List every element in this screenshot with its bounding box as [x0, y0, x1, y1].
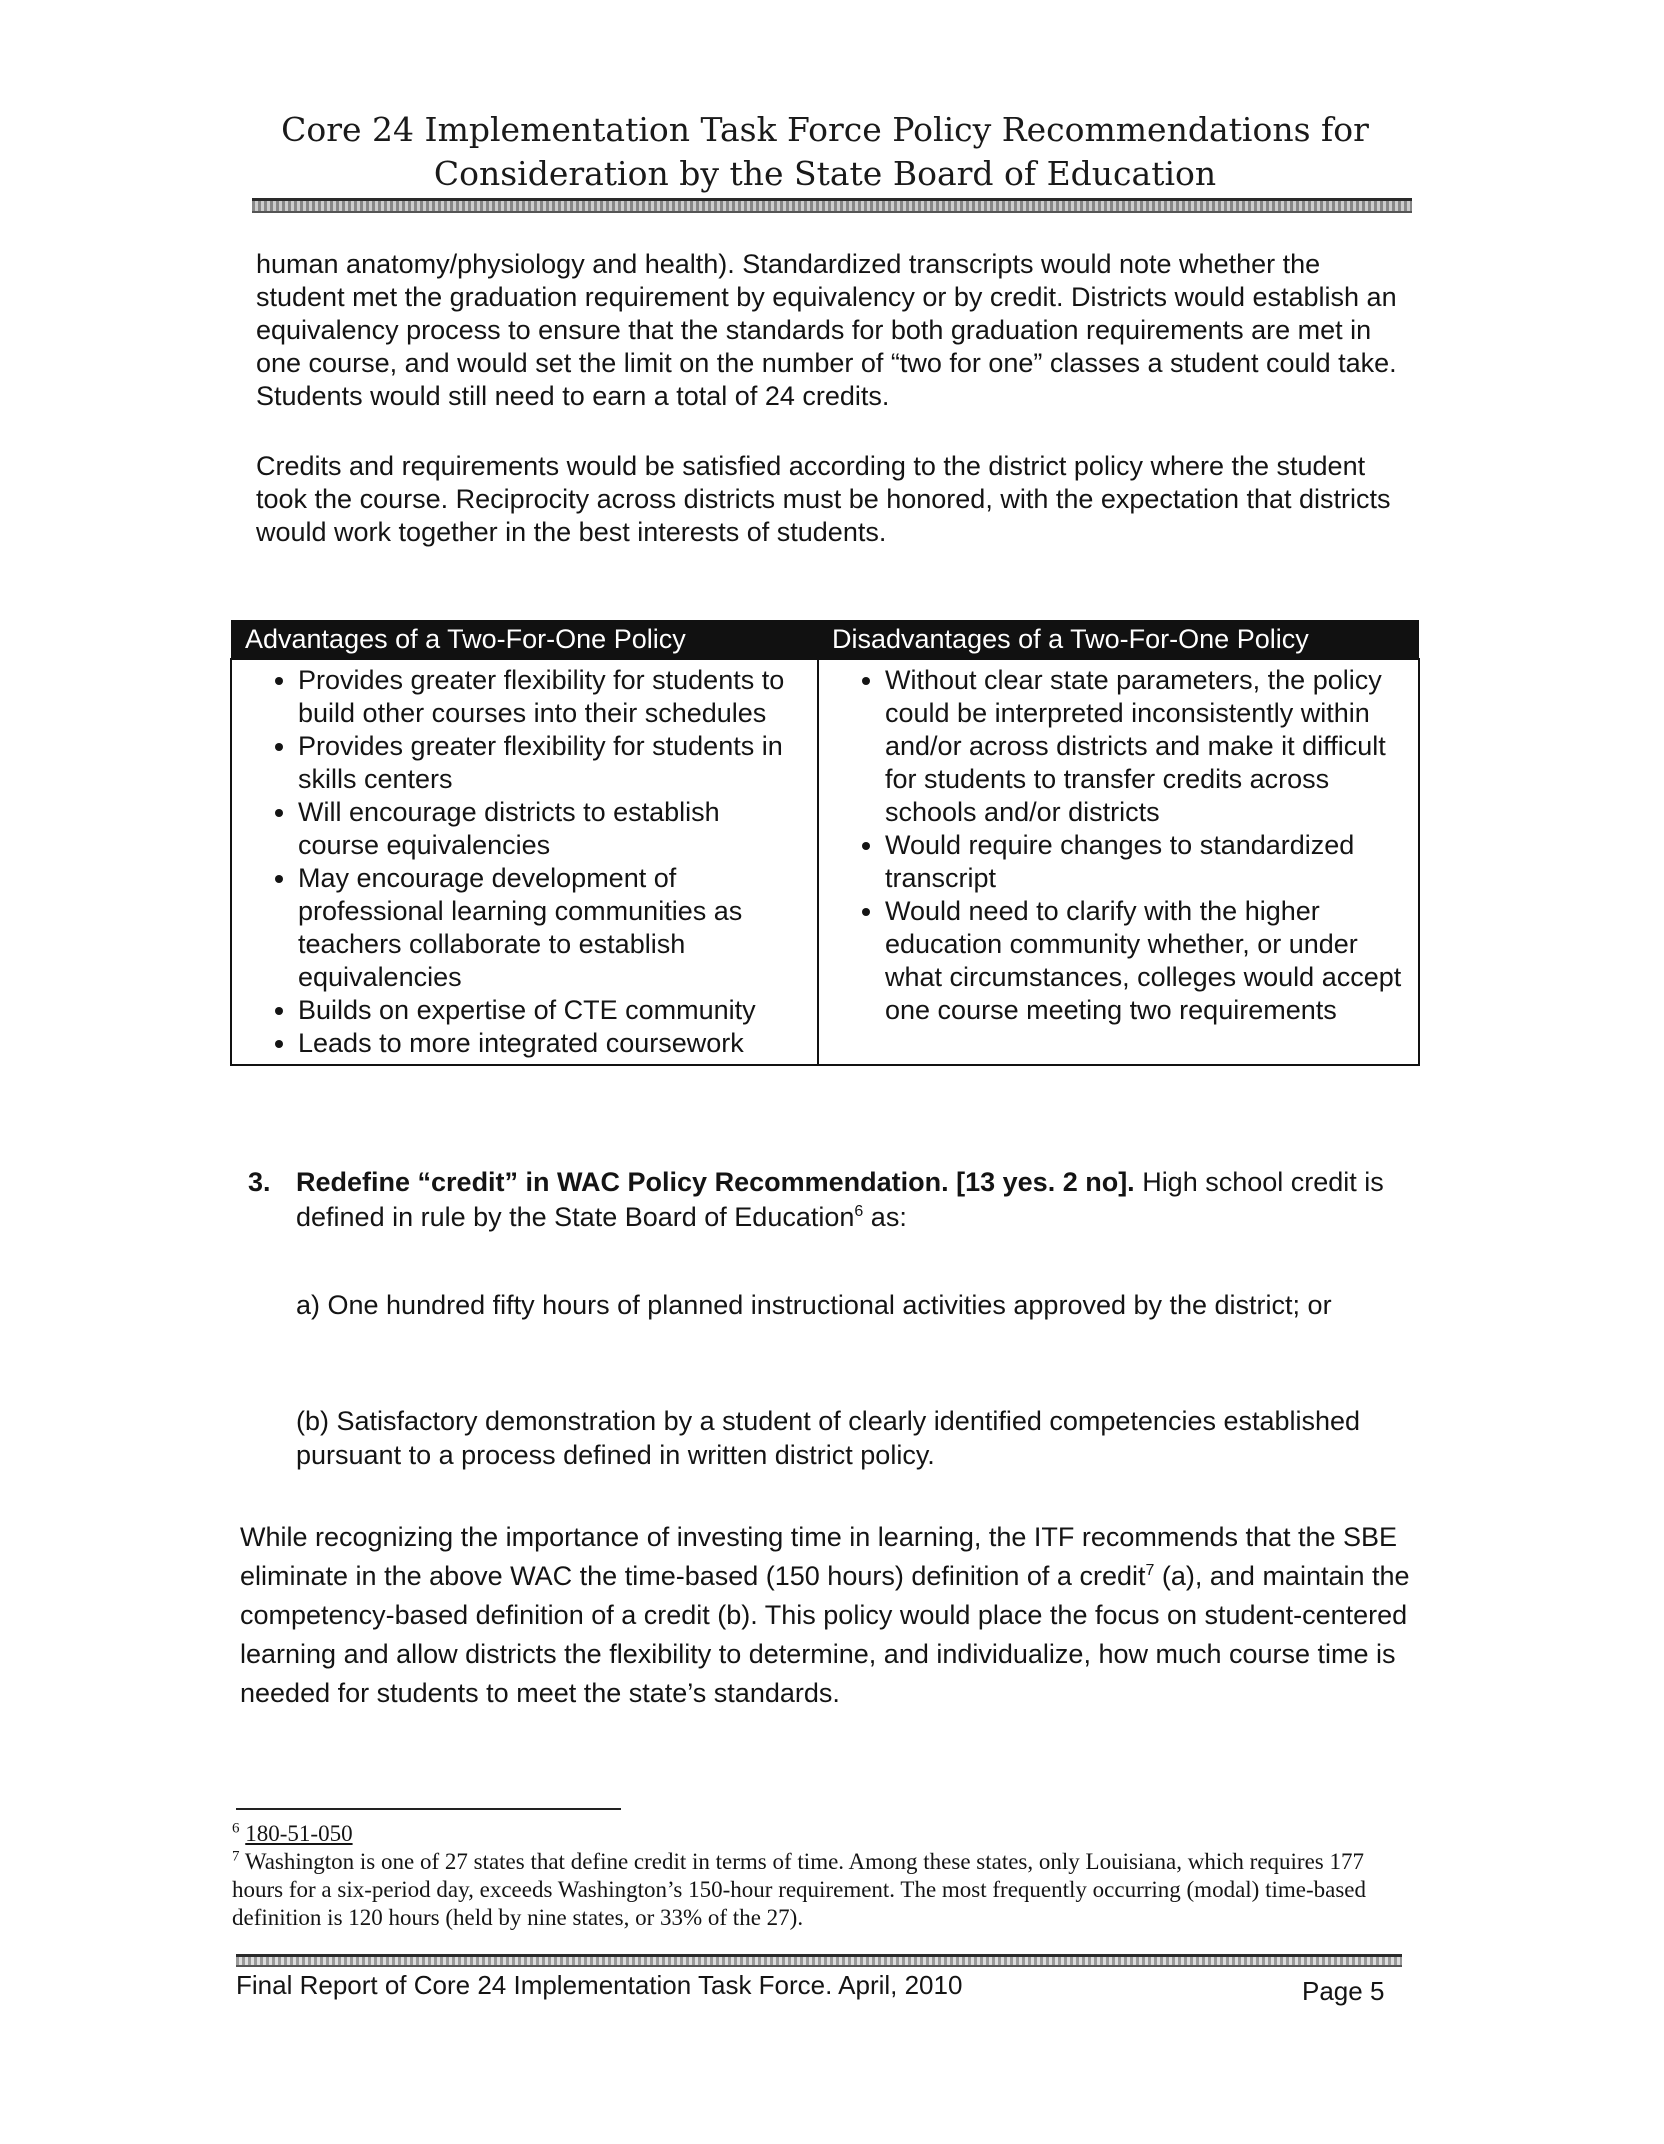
recommendation-text: High school credit is defined in rule by the State Board of Education	[296, 1167, 1384, 1232]
footnote-ref-7[interactable]: 7	[1145, 1562, 1155, 1579]
definition-item-a: a) One hundred fifty hours of planned instructional activities approved by the district; or	[296, 1290, 1332, 1320]
footnote-6-number: 6	[232, 1820, 240, 1837]
footnotes	[232, 1820, 1412, 1932]
footnote-7-number: 7	[232, 1848, 240, 1865]
paragraph-continuation: human anatomy/physiology and health). Standardized transcripts would note whether the student met the graduation requirement by equivalency or by credit. Districts would establish an equivalency process to ensure that the standards for both graduation requirements are met in one course, and would set the limit on the number of “two for one” classes a student could take. Students would still need to earn a total of 24 credits.	[256, 249, 1397, 411]
footnote-6-link[interactable]: 180-51-050	[245, 1821, 353, 1846]
disadvantages-cell	[818, 659, 1419, 1065]
definition-item-b: (b) Satisfactory demonstration by a student of clearly identified competencies established pursuant to a process defined in written district policy.	[296, 1406, 1361, 1470]
header-rule	[252, 198, 1412, 213]
list-item: • Would need to clarify with the higher education community whether, or under what circumstances, colleges would accept one course meeting two requirements	[885, 895, 1408, 1027]
recommendation-number: 3.	[248, 1167, 271, 1197]
footnote-ref-6[interactable]: 6	[854, 1203, 864, 1220]
advantages-cell	[231, 659, 818, 1065]
advantages-list	[252, 664, 807, 1060]
list-item: • Will encourage districts to establish course equivalencies	[298, 796, 807, 862]
footnote-7-text: Washington is one of 27 states that define credit in terms of time. Among these states, only Louisiana, which requires 177 hours for a six-period day, exceeds Washington’s 150-hour requirement. The most frequently occurring (modal) time-based definition is 120 hours (held by nine states, or 33% of the 27).	[232, 1849, 1366, 1930]
paragraph-reciprocity: Credits and requirements would be satisfied according to the district policy where the student took the course. Reciprocity across districts must be honored, with the expectation that districts would work together in the best interests of students.	[256, 451, 1391, 547]
recommendation-3	[248, 1165, 1398, 1235]
closing-text-2: (a), and maintain the competency-based definition of a credit (b). This policy would place the focus on student-centered learning and allow districts the flexibility to determine, and individualize, how much course time is needed for students to meet the state’s standards.	[240, 1561, 1410, 1708]
closing-text-1: While recognizing the importance of investing time in learning, the ITF recommends that the SBE eliminate in the above WAC the time-based (150 hours) definition of a credit	[240, 1522, 1398, 1591]
footnote-6	[232, 1820, 1412, 1848]
footer-rule	[236, 1954, 1402, 1967]
page-header	[250, 108, 1400, 196]
two-for-one-table	[230, 620, 1420, 1066]
advantages-header: Advantages of a Two-For-One Policy	[231, 620, 818, 659]
footer-report-title: Final Report of Core 24 Implementation Task Force. April, 2010	[236, 1970, 963, 2000]
list-item: • Provides greater flexibility for students to build other courses into their schedules	[298, 664, 807, 730]
list-item: • Leads to more integrated coursework	[298, 1027, 807, 1060]
disadvantages-header: Disadvantages of a Two-For-One Policy	[818, 620, 1419, 659]
page-title-line-1: Core 24 Implementation Task Force Policy Recommendations for	[281, 110, 1369, 149]
list-item: • Would require changes to standardized transcript	[885, 829, 1408, 895]
page-number: Page 5	[1302, 1976, 1385, 2006]
list-item: • May encourage development of professional learning communities as teachers collaborate to establish equivalencies	[298, 862, 807, 994]
disadvantages-list	[839, 664, 1408, 1027]
footnote-rule	[236, 1808, 621, 1810]
recommendation-body	[296, 1165, 1398, 1235]
closing-paragraph	[240, 1518, 1410, 1713]
recommendation-title: Redefine “credit” in WAC Policy Recommendation. [13 yes. 2 no].	[296, 1167, 1135, 1197]
page-title-line-2: Consideration by the State Board of Education	[433, 154, 1217, 193]
list-item: • Builds on expertise of CTE community	[298, 994, 807, 1027]
recommendation-text-end: as:	[863, 1202, 907, 1232]
footnote-7	[232, 1848, 1412, 1932]
list-item: • Provides greater flexibility for students in skills centers	[298, 730, 807, 796]
list-item: • Without clear state parameters, the policy could be interpreted inconsistently within and/or across districts and make it difficult for students to transfer credits across schools and/or districts	[885, 664, 1408, 829]
